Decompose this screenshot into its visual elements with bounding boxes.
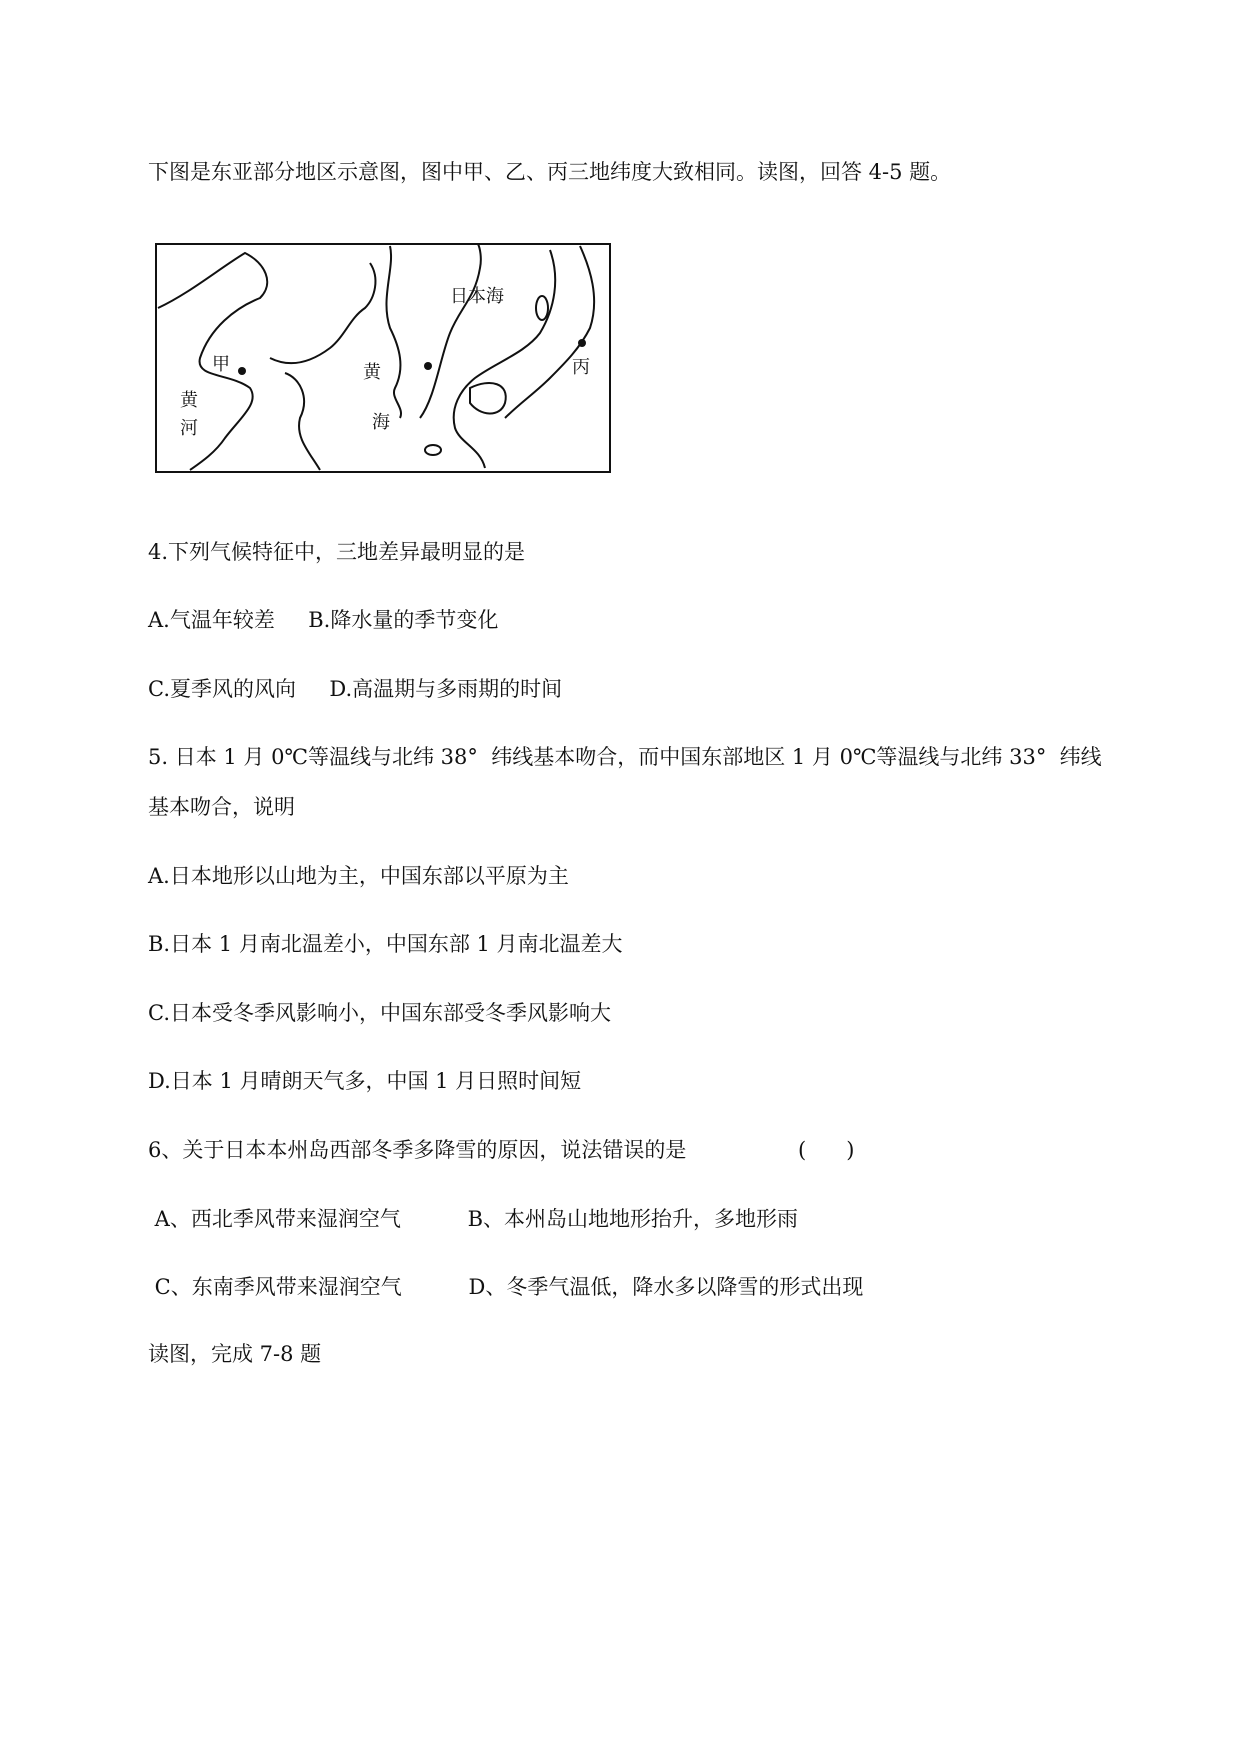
coastline-korea-east: [420, 244, 481, 418]
island-jeju: [425, 445, 441, 455]
q6-stem: 6、关于日本本州岛西部冬季多降雪的原因，说法错误的是: [148, 1138, 687, 1162]
label-huanghe-2: 河: [180, 418, 198, 439]
q6-options-ab: A、西北季风带来湿润空气 B、本州岛山地地形抬升，多地形雨: [148, 1207, 799, 1231]
q6-options-cd: C、东南季风带来湿润空气 D、冬季气温低，降水多以降雪的形式出现: [148, 1275, 864, 1299]
q5-option-c: C.日本受冬季风影响小，中国东部受冬季风影响大: [148, 1001, 611, 1025]
east-asia-map: [150, 238, 620, 478]
point-jia: [238, 367, 246, 375]
q4-stem: 4.下列气候特征中，三地差异最明显的是: [148, 540, 526, 564]
q5-stem-line1: 5. 日本 1 月 0℃等温线与北纬 38° 纬线基本吻合，而中国东部地区 1 月 0℃等温线与北纬 33° 纬线: [148, 745, 1102, 769]
label-bing: 丙: [572, 357, 590, 378]
label-huanghe-1: 黄: [180, 390, 198, 411]
coastline-shandong: [285, 373, 320, 470]
q5-option-d: D.日本 1 月晴朗天气多，中国 1 月日照时间短: [148, 1069, 582, 1093]
point-bing: [578, 339, 586, 347]
q5-option-b: B.日本 1 月南北温差小，中国东部 1 月南北温差大: [148, 932, 623, 956]
q4-options-cd: C.夏季风的风向 D.高温期与多雨期的时间: [148, 677, 563, 701]
label-huanghai-2: 海: [372, 412, 390, 433]
q5-stem-line2: 基本吻合，说明: [148, 795, 295, 819]
intro-text: 下图是东亚部分地区示意图，图中甲、乙、丙三地纬度大致相同。读图，回答 4-5 题。: [148, 160, 952, 184]
q4-options-ab: A.气温年较差 B.降水量的季节变化: [148, 608, 499, 632]
point-yi: [424, 362, 432, 370]
coastline-japan-outer: [505, 246, 594, 418]
island-small: [536, 296, 548, 320]
label-huanghai-1: 黄: [363, 362, 381, 383]
label-jia: 甲: [212, 354, 230, 375]
footer-text: 读图，完成 7-8 题: [148, 1342, 322, 1366]
coastline-bohai: [270, 263, 375, 363]
q5-option-a: A.日本地形以山地为主，中国东部以平原为主: [148, 864, 569, 888]
label-ribenhai: 日本海: [450, 286, 504, 307]
q6-answer-bracket: ( ): [798, 1138, 855, 1162]
coastline-korea: [386, 246, 401, 418]
island-kyushu: [470, 383, 506, 414]
coastline-japan-main: [454, 250, 556, 468]
